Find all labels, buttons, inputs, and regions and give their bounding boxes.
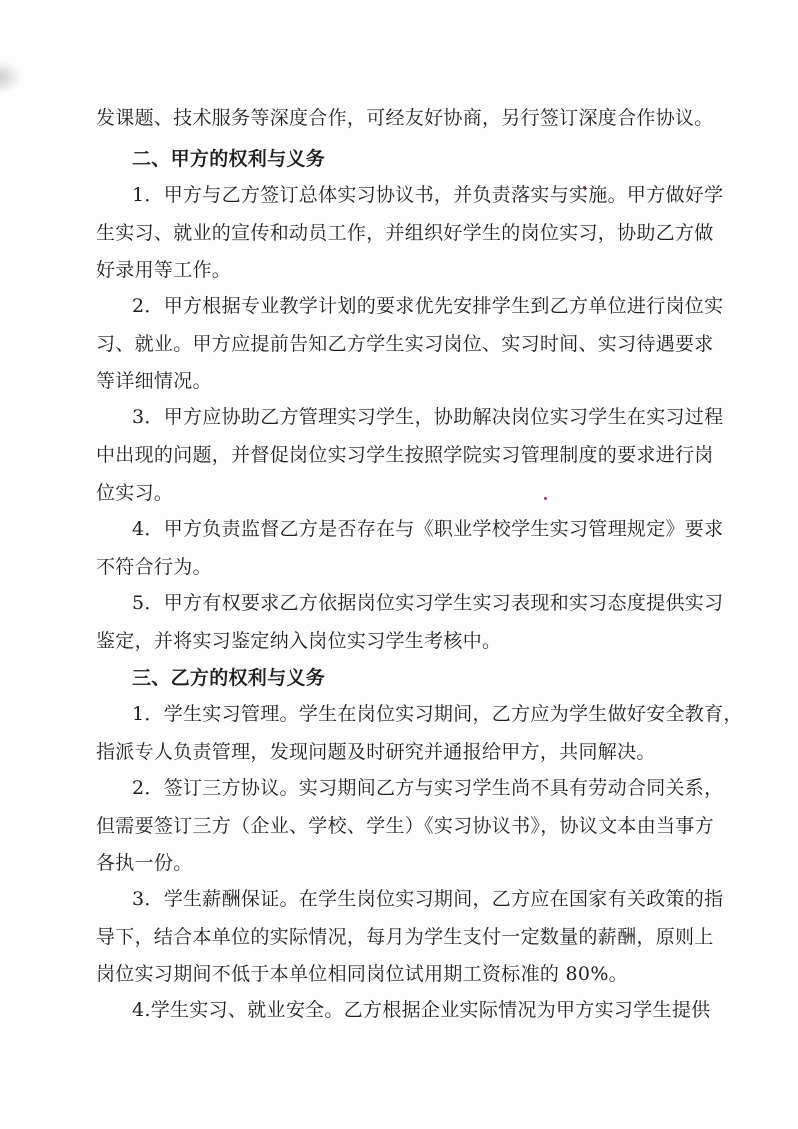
paragraph-line: 位实习。	[96, 482, 174, 504]
paragraph-line: 指派专人负责管理，发现问题及时研究并通报给甲方，共同解决。	[96, 741, 656, 763]
paragraph-line: 等详细情况。	[96, 370, 212, 392]
paragraph-line: 导下，结合本单位的实际情况，每月为学生支付一定数量的薪酬，原则上	[96, 926, 714, 948]
paragraph-line: 但需要签订三方（企业、学校、学生）《实习协议书》，协议文本由当事方	[96, 815, 714, 837]
paragraph-line: 发课题、技术服务等深度合作，可经友好协商，另行签订深度合作协议。	[96, 107, 714, 129]
section-heading: 二、甲方的权利与义务	[132, 148, 326, 170]
paragraph-line: 2．甲方根据专业教学计划的要求优先安排学生到乙方单位进行岗位实	[132, 295, 724, 317]
scan-shadow-mark	[0, 60, 22, 94]
paragraph-line: 不符合行为。	[96, 556, 212, 578]
paragraph-line: 各执一份。	[96, 852, 193, 874]
paragraph-line: 1．甲方与乙方签订总体实习协议书，并负责落实与实施。甲方做好学	[132, 184, 724, 206]
paragraph-line: 生实习、就业的宣传和动员工作，并组织好学生的岗位实习，协助乙方做	[96, 222, 714, 244]
paragraph-line: 3．甲方应协助乙方管理实习学生，协助解决岗位实习学生在实习过程	[132, 406, 724, 428]
paragraph-line: 鉴定，并将实习鉴定纳入岗位实习学生考核中。	[96, 630, 502, 652]
section-heading: 三、乙方的权利与义务	[132, 667, 326, 689]
red-ink-dot	[544, 497, 547, 500]
paragraph-line: 2．签订三方协议。实习期间乙方与实习学生尚不具有劳动合同关系，	[132, 777, 724, 799]
paragraph-line: 1．学生实习管理。学生在岗位实习期间，乙方应为学生做好安全教育，	[132, 703, 743, 725]
paragraph-line: 好录用等工作。	[96, 259, 232, 281]
paragraph-line: 4．甲方负责监督乙方是否存在与《职业学校学生实习管理规定》要求	[132, 518, 724, 540]
paragraph-line: 中出现的问题，并督促岗位实习学生按照学院实习管理制度的要求进行岗	[96, 444, 714, 466]
paragraph-line: 5．甲方有权要求乙方依据岗位实习学生实习表现和实习态度提供实习	[132, 592, 724, 614]
paragraph-line: 习、就业。甲方应提前告知乙方学生实习岗位、实习时间、实习待遇要求	[96, 333, 714, 355]
paragraph-line: 3．学生薪酬保证。在学生岗位实习期间，乙方应在国家有关政策的指	[132, 888, 724, 910]
paragraph-line: 岗位实习期间不低于本单位相同岗位试用期工资标准的 80%。	[96, 963, 628, 985]
paragraph-line: 4.学生实习、就业安全。乙方根据企业实际情况为甲方实习学生提供	[132, 999, 711, 1021]
